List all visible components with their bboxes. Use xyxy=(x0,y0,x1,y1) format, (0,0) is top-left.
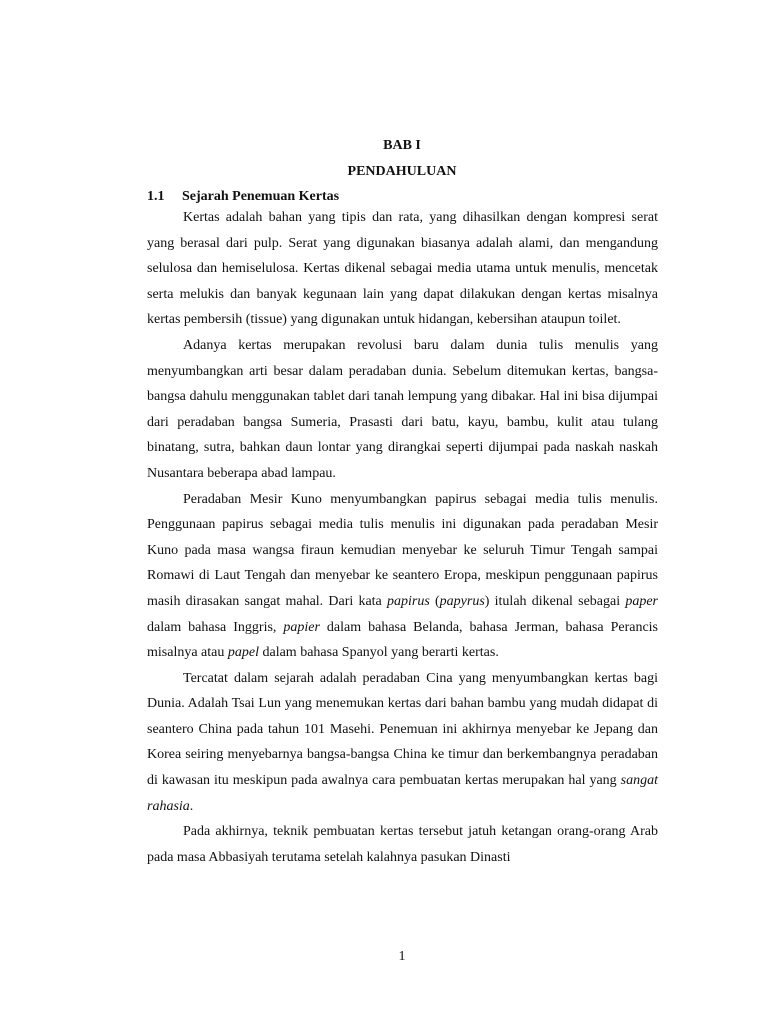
section-title: Sejarah Penemuan Kertas xyxy=(182,189,340,204)
text-run: Adanya kertas merupakan revolusi baru dalam dunia tulis menulis yang menyumbangkan arti besar dalam peradaban dunia. Sebelum ditemukan kertas, bangsa-bangsa dahulu menggunakan tablet dari tanah lempung yang dibakar. Hal ini bisa dijumpai dari peradaban bangsa Sumeria, Prasasti dari batu, kayu, bambu, kulit atau tulang binatang, sutra, bahkan daun lontar yang dirangkai seperti dijumpai pada naskah naskah Nusantara beberapa abad lampau. xyxy=(147,337,658,481)
text-run: ( xyxy=(429,593,440,609)
italic-term: papyrus xyxy=(439,593,485,609)
text-run: dalam bahasa Belanda, bahasa Jerman, bahasa Perancis misalnya atau xyxy=(147,619,658,661)
body-paragraph xyxy=(147,205,658,333)
text-run: . xyxy=(189,798,194,814)
section-heading xyxy=(147,188,657,206)
body-paragraph xyxy=(147,819,658,870)
text-run: ) itulah dikenal sebagai xyxy=(484,593,626,609)
text-run: Peradaban Mesir Kuno menyumbangkan papirus sebagai media tulis menulis. Penggunaan papirus sebagai media tulis menulis ini digunakan pada peradaban Mesir Kuno pada masa wangsa firaun kemudian menyebar ke seluruh Timur Tengah sampai Romawi di Laut Tengah dan menyebar ke seantero Eropa, meskipun penggunaan papirus masih dirasakan sangat mahal. Dari kata xyxy=(147,491,658,609)
text-run: dalam bahasa Inggris, xyxy=(147,619,284,635)
text-run: dalam bahasa Spanyol yang berarti kertas. xyxy=(258,645,499,661)
section-number: 1.1 xyxy=(147,189,165,204)
body-text xyxy=(147,205,658,870)
body-paragraph xyxy=(147,666,658,820)
text-run: Pada akhirnya, teknik pembuatan kertas tersebut jatuh ketangan orang-orang Arab pada masa Abbasiyah terutama setelah kalahnya pasukan Dinasti xyxy=(147,824,658,865)
body-paragraph xyxy=(147,487,658,666)
italic-term: papirus xyxy=(386,593,430,609)
italic-term: paper xyxy=(625,593,659,609)
italic-term: sangat rahasia xyxy=(147,773,658,814)
body-paragraph xyxy=(147,333,658,487)
chapter-label: BAB I xyxy=(383,138,421,153)
page-number: 1 xyxy=(398,949,406,964)
italic-term: papel xyxy=(227,645,259,661)
text-run: Kertas adalah bahan yang tipis dan rata, yang dihasilkan dengan kompresi serat yang berasal dari pulp. Serat yang digunakan biasanya adalah alami, dan mengandung selulosa dan hemiselulosa. Kertas dikenal sebagai media utama untuk menulis, mencetak serta melukis dan banyak kegunaan lain yang dapat dilakukan dengan kertas misalnya kertas pembersih (tissue) yang digunakan untuk hidangan, kebersihan ataupun toilet. xyxy=(147,210,658,328)
italic-term: papier xyxy=(283,619,320,635)
chapter-title: PENDAHULUAN xyxy=(347,164,457,179)
text-run: Tercatat dalam sejarah adalah peradaban Cina yang menyumbangkan kertas bagi Dunia. Adalah Tsai Lun yang menemukan kertas dari bahan bambu yang mudah didapat di seantero China pada tahun 101 Masehi. Penemuan ini akhirnya menyebar ke Jepang dan Korea seiring menyebarnya bangsa-bangsa China ke timur dan berkembangnya peradaban di kawasan itu meskipun pada awalnya cara pembuatan kertas merupakan hal yang xyxy=(147,670,658,789)
